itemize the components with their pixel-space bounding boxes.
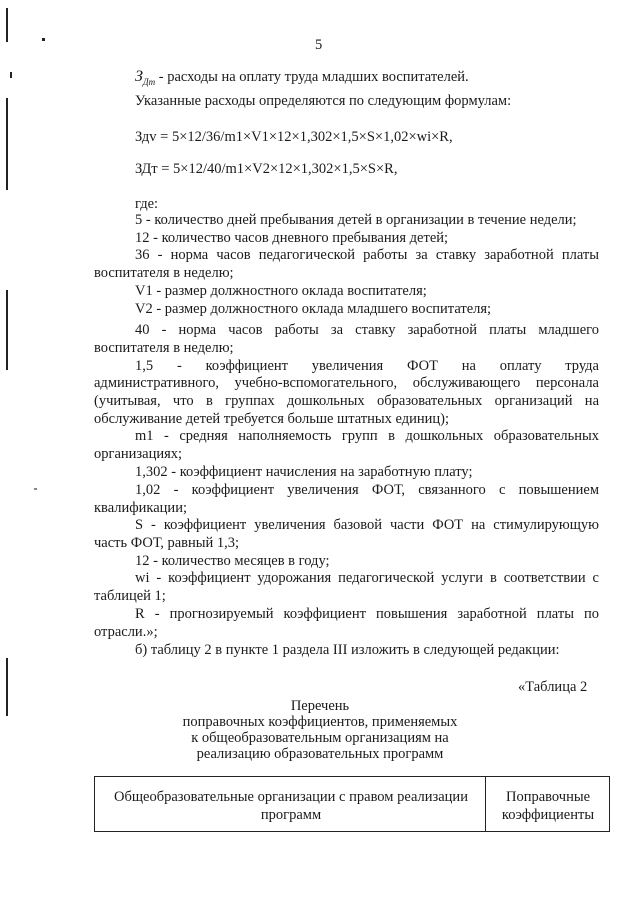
scan-mark [6, 8, 8, 42]
param-line: 12 - количество месяцев в году; [135, 553, 330, 569]
param-line: 12 - количество часов дневного пребывания детей; [135, 230, 449, 246]
table-label: «Таблица 2 [518, 679, 588, 695]
param-line: m1 - средняя наполняемость групп в дошкольных образовательных [135, 428, 599, 444]
scan-mark [6, 658, 8, 716]
coefficients-table [94, 776, 610, 832]
param-line: таблицей 1; [94, 588, 166, 604]
param-line: 5 - количество дней пребывания детей в организации в течение недели; [135, 212, 577, 228]
param-line: V1 - размер должностного оклада воспитателя; [135, 283, 427, 299]
param-line: часть ФОТ, равный 1,3; [94, 535, 240, 551]
scan-mark [6, 290, 8, 370]
param-line: 40 - норма часов работы за ставку заработной платы младшего [135, 322, 599, 338]
table-divider [485, 777, 486, 831]
param-line: б) таблицу 2 в пункте 1 раздела III изложить в следующей редакции: [135, 642, 560, 658]
z-dm-text: - расходы на оплату труда младших воспитателей. [158, 69, 469, 85]
z-dm-subscript: Дт [142, 76, 156, 87]
param-line: воспитателя в неделю; [94, 265, 234, 281]
scan-dot [42, 38, 45, 41]
scan-dot [10, 72, 12, 78]
where-label: где: [135, 196, 159, 212]
table-title-line: поправочных коэффициентов, применяемых [182, 714, 458, 730]
formula-2: ЗДт = 5×12/40/m1×V2×12×1,302×1,5×S×R, [135, 161, 398, 177]
formula-1: Здv = 5×12/36/m1×V1×12×1,302×1,5×S×1,02×wi×R, [135, 129, 453, 145]
intro-line: Указанные расходы определяются по следующим формулам: [135, 93, 512, 109]
param-line: отрасли.»; [94, 624, 158, 640]
param-line: организациях; [94, 446, 183, 462]
param-line: S - коэффициент увеличения базовой части ФОТ на стимулирующую [135, 517, 599, 533]
param-line: 1,302 - коэффициент начисления на заработную плату; [135, 464, 473, 480]
scan-mark [6, 98, 8, 190]
table-title-line: реализацию образовательных программ [196, 746, 444, 762]
param-line: (учитывая, что в группах дошкольных образовательных организаций на [94, 393, 599, 409]
z-dm-symbol: З [135, 68, 143, 85]
param-line: административного, учебно-вспомогательного, обслуживающего персонала [94, 375, 599, 391]
page-number: 5 [315, 37, 323, 53]
param-line: V2 - размер должностного оклада младшего воспитателя; [135, 301, 492, 317]
table-header-organizations: Общеобразовательные организации с правом реализации программ [114, 789, 468, 823]
param-line: R - прогнозируемый коэффициент повышения заработной платы по [135, 606, 599, 622]
scan-dot [34, 488, 37, 490]
table-header-coefficients: Поправочные коэффициенты [501, 789, 595, 823]
param-line: wi - коэффициент удорожания педагогической услуги в соответствии с [135, 570, 599, 586]
z-dm-line [135, 68, 469, 91]
param-line: квалификации; [94, 500, 187, 516]
param-line: 1,02 - коэффициент увеличения ФОТ, связанного с повышением [135, 482, 599, 498]
table-title-line: к общеобразовательным организациям на [191, 730, 449, 746]
param-line: 1,5 - коэффициент увеличения ФОТ на оплату труда [135, 358, 599, 374]
param-line: воспитателя в неделю; [94, 340, 234, 356]
table-title-line: Перечень [290, 698, 350, 714]
param-line: обслуживание детей требуется больше штатных единиц); [94, 411, 450, 427]
param-line: 36 - норма часов педагогической работы за ставку заработной платы [135, 247, 599, 263]
